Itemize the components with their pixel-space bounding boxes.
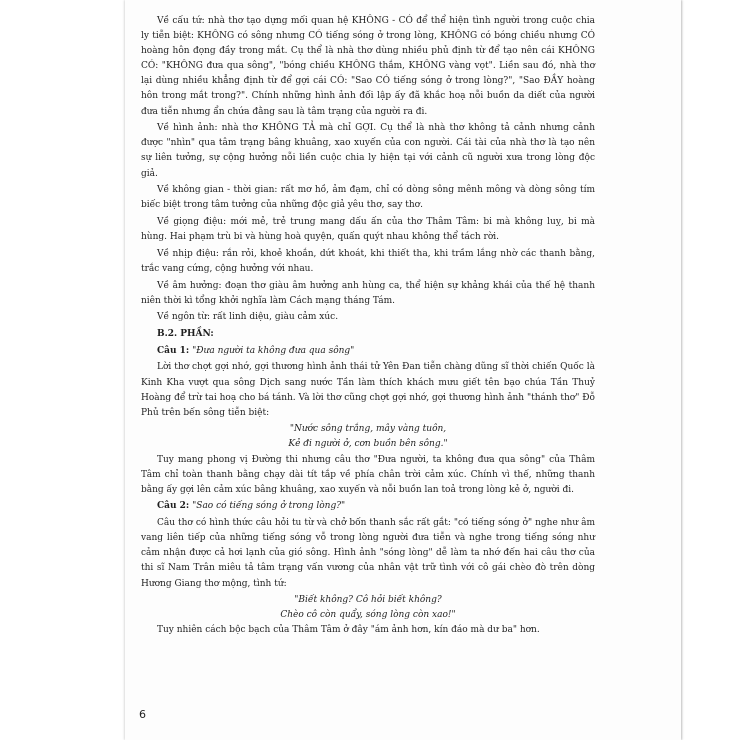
question-1-poem-line-1: "Nước sông trắng, mây vàng tuôn, [289, 424, 447, 435]
paragraph-giong-dieu: Về giọng điệu: mới mẻ, trẻ trung mang dấu ấn của thơ Thâm Tâm: bi mà không luỵ, bi mà hùng. Hai phạm trù bi và hùng hoà quyện, quấn quýt nhau không thể tách rời. [141, 217, 595, 243]
question-2-paragraph-1: Câu thơ có hình thức câu hỏi tu từ và chở bốn thanh sắc rất gắt: "có tiếng sóng ở" nghe như âm vang liên tiếp của những tiếng sóng vỗ trong lòng người đưa tiễn và nghe trong tiếng sóng như cảm nhận được cả hơi lạnh của gió sông. Hình ảnh "sóng lòng" dễ làm ta nhớ đến hai câu thơ của thi sĩ Nam Trân miêu tả tâm trạng vấn vương của nhân vật trữ tình với cô gái chèo đò trên dòng Hương Giang thơ mộng, tình tứ: [141, 518, 595, 589]
question-2-label: Câu 2: [157, 501, 190, 512]
question-2-poem-line-1: "Biết không? Cô hỏi biết không? [294, 595, 442, 606]
question-1-poem-line-2: Kẻ đi người ở, cơn buồn bên sông." [288, 439, 448, 450]
paragraph-cau-tu: Về cấu tứ: nhà thơ tạo dựng mối quan hệ KHÔNG - CÓ để thể hiện tình người trong cuộc chia ly tiễn biệt: KHÔNG có sông nhưng CÓ tiếng sóng ở trong lòng, KHÔNG có bóng chiều nhưng CÓ hoàng hôn đọng đầy trong mắt. Cụ thể là nhà thơ dùng nhiều phủ định từ để tạo nên cái KHÔNG CÓ: "KHÔNG đưa qua sông", "bóng chiều KHÔNG thắm, KHÔNG vàng vọt". Liền sau đó, nhà thơ lại dùng nhiều khẳng định từ để gợi cái CÓ: "Sao CÓ tiếng sóng ở trong lòng?", "Sao ĐẦY hoàng hôn trong mắt trong?". Chính những hình ảnh đối lập ấy đã khắc hoạ nỗi buồn da diết của người đưa tiễn nhưng ẩn chứa đằng sau là tâm trạng của người ra đi. [141, 16, 595, 117]
paragraph-ngon-tu: Về ngôn từ: rất linh diệu, giàu cảm xúc. [157, 312, 339, 323]
question-2-poem-line-2: Chèo cô còn quẩy, sóng lòng còn xao!" [280, 610, 456, 621]
question-1-label: Câu 1: [157, 345, 190, 356]
question-1-paragraph-2: Tuy mang phong vị Đường thi nhưng câu thơ "Đưa người, ta không đưa qua sông" của Thâm Tâm chỉ toàn thanh bằng chạy dài tít tắp về phía chân trời cảm xúc. Chính vì thế, những thanh bằng ấy gợi lên cảm xúc bâng khuâng, xao xuyến và nỗi buồn lan toả trong lòng kẻ ở, người đi. [141, 454, 595, 495]
question-1-heading [141, 344, 595, 359]
page-number: 6 [139, 708, 146, 721]
paragraph-nhip-dieu: Về nhịp điệu: rắn rỏi, khoẻ khoắn, dứt khoát, khi thiết tha, khi trầm lắng nhờ các thanh bằng, trắc vang cứng, cộng hưởng với nhau. [141, 248, 595, 274]
paragraph-hinh-anh: Về hình ảnh: nhà thơ KHÔNG TẢ mà chỉ GỢI. Cụ thể là nhà thơ không tả cảnh nhưng cảnh được "nhìn" qua tâm trạng bâng khuâng, xao xuyến của con người. Cái tài của nhà thơ là tạo nên sự liên tưởng, sự cộng hưởng nỗi liền cuộc chia ly hiện tại với cảnh cũ người xưa trong lòng độc giả. [141, 123, 595, 179]
book-page [125, 0, 681, 740]
paragraph-am-huong: Về âm hưởng: đoạn thơ giàu âm hưởng anh hùng ca, thể hiện sự khảng khái của thế hệ thanh niên thời kì tổng khởi nghĩa làm Cách mạng tháng Tám. [141, 280, 595, 306]
question-2-paragraph-2: Tuy nhiên cách bộc bạch của Thâm Tâm ở đây "ám ảnh hơn, kín đáo mà dư ba" hơn. [157, 625, 540, 636]
page-content [141, 14, 595, 640]
section-heading: B.2. PHẦN: [157, 329, 214, 340]
question-1-paragraph-1: Lời thơ chợt gợi nhớ, gợi thương hình ảnh thái tử Yên Đan tiễn chàng dũng sĩ thời chiến Quốc là Kinh Kha vượt qua sông Dịch sang nước Tần làm thích khách mưu giết tên bạo chúa Tần Thuỷ Hoàng để trừ tai hoạ cho bá tánh. Và lời thơ cũng chợt gợi nhớ, gợi thương hình ảnh "thánh thơ" Đỗ Phủ trên bến sông tiễn biệt: [141, 362, 595, 418]
question-1-title: "Đưa người ta không đưa qua sông" [192, 345, 355, 356]
paragraph-khong-gian: Về không gian - thời gian: rất mơ hồ, ảm đạm, chỉ có dòng sông mênh mông và dòng sông tím biếc biệt trong tâm tưởng của những độc giả yêu thơ, say thơ. [141, 185, 595, 211]
question-2-heading [141, 499, 595, 514]
question-2-title: "Sao có tiếng sóng ở trong lòng?" [192, 501, 346, 512]
